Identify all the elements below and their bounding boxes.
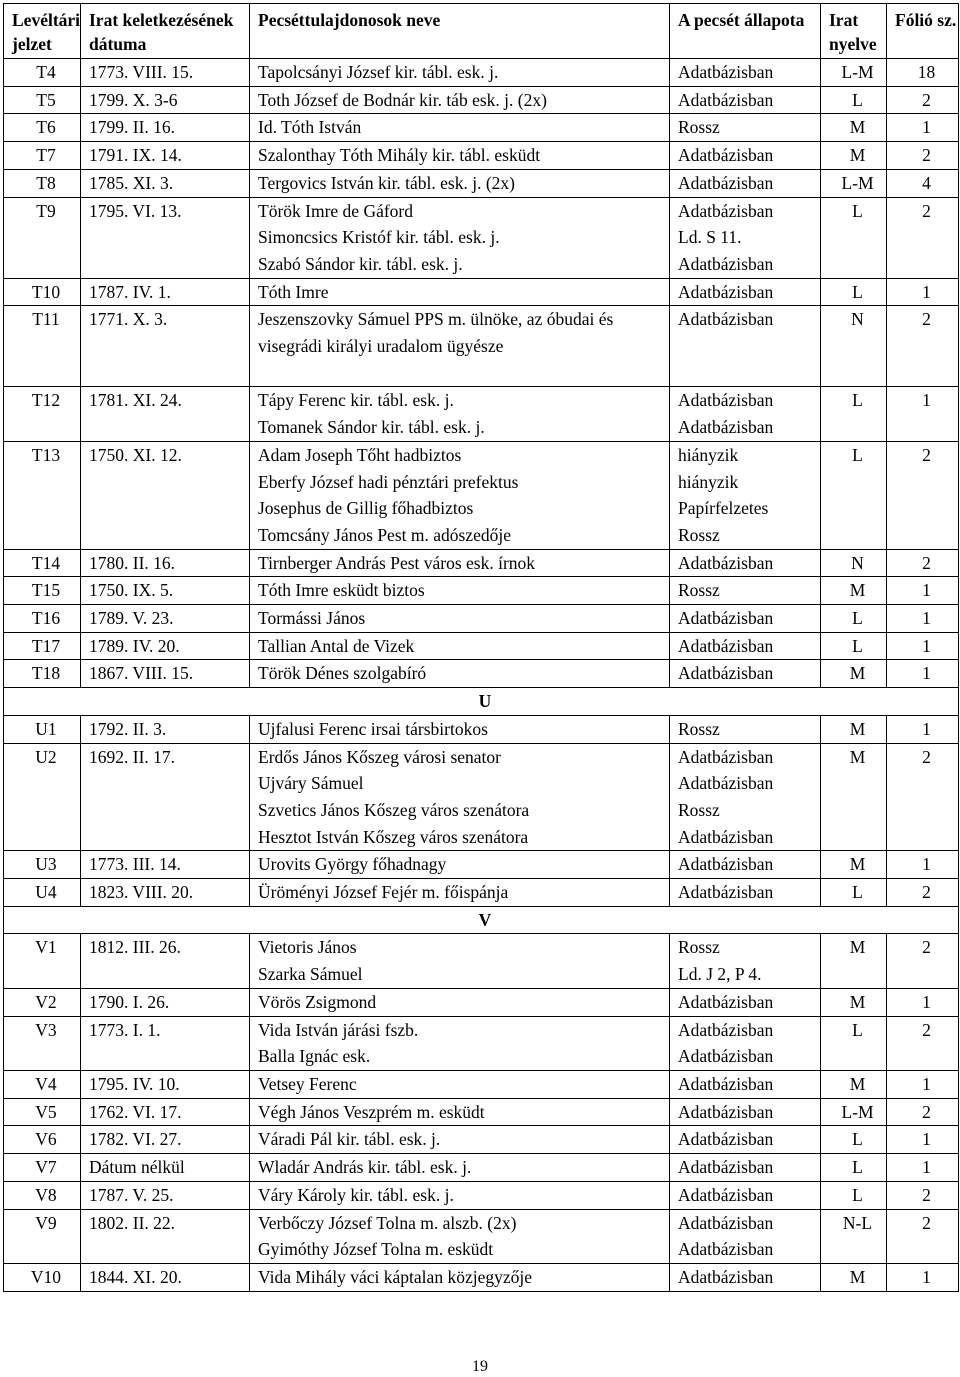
document-language: M [821, 142, 887, 170]
record-date: 1844. XI. 20. [81, 1263, 250, 1291]
seal-state-cell [670, 934, 821, 988]
folio-number: 2 [887, 549, 959, 577]
header-lang: Irat nyelve [821, 4, 887, 59]
owner-names-cell [250, 605, 670, 633]
document-language: L [821, 278, 887, 306]
header-state: A pecsét állapota [670, 4, 821, 59]
seal-state: Adatbázisban [678, 773, 774, 794]
record-date: 1790. I. 26. [81, 988, 250, 1016]
owner-names-cell [250, 879, 670, 907]
seal-state-cell [670, 1071, 821, 1099]
owner-name: Urovits György főhadnagy [258, 854, 447, 875]
owner-name: Szabó Sándor kir. tábl. esk. j. [258, 253, 463, 274]
document-language: M [821, 934, 887, 988]
section-header-row [4, 688, 959, 716]
document-language: L [821, 1154, 887, 1182]
owner-names-cell [250, 1016, 670, 1070]
record-code: T15 [4, 577, 81, 605]
record-date: 1781. XI. 24. [81, 387, 250, 441]
owner-names-cell [250, 1209, 670, 1263]
document-language: L [821, 1016, 887, 1070]
document-language: N-L [821, 1209, 887, 1263]
record-code: T13 [4, 441, 81, 549]
folio-number: 2 [887, 743, 959, 851]
owner-name: Vietoris János [258, 937, 357, 958]
owner-name: Adam Joseph Tőht hadbiztos [258, 444, 462, 465]
record-date: 1773. III. 14. [81, 851, 250, 879]
owner-names-cell [250, 934, 670, 988]
seal-state: Adatbázisban [678, 200, 774, 221]
record-code: T12 [4, 387, 81, 441]
seal-state: Adatbázisban [678, 253, 774, 274]
table-row [4, 549, 959, 577]
document-language: L [821, 1126, 887, 1154]
folio-number: 1 [887, 988, 959, 1016]
record-date: 1787. V. 25. [81, 1181, 250, 1209]
table-row [4, 1209, 959, 1263]
folio-number: 1 [887, 577, 959, 605]
record-date: 1780. II. 16. [81, 549, 250, 577]
table-row [4, 142, 959, 170]
owner-name: Üröményi József Fejér m. főispánja [258, 882, 509, 903]
table-row [4, 197, 959, 278]
folio-number: 1 [887, 114, 959, 142]
folio-number: 18 [887, 59, 959, 87]
folio-number: 2 [887, 1016, 959, 1070]
record-code: V9 [4, 1209, 81, 1263]
record-date: 1782. VI. 27. [81, 1126, 250, 1154]
table-row [4, 306, 959, 387]
owner-names-cell [250, 1098, 670, 1126]
record-date: 1789. V. 23. [81, 605, 250, 633]
owner-name: Szalonthay Tóth Mihály kir. tábl. esküdt [258, 145, 541, 166]
owner-names-cell [250, 169, 670, 197]
folio-number: 2 [887, 1098, 959, 1126]
seal-state-cell [670, 660, 821, 688]
folio-number: 1 [887, 1154, 959, 1182]
table-row [4, 879, 959, 907]
owner-names-cell [250, 306, 670, 387]
record-date: 1789. IV. 20. [81, 632, 250, 660]
seal-state: Adatbázisban [678, 172, 774, 193]
document-language: M [821, 660, 887, 688]
table-row [4, 715, 959, 743]
owner-name: Hesztot István Kőszeg város szenátora [258, 826, 529, 847]
document-language: M [821, 715, 887, 743]
record-date: 1812. III. 26. [81, 934, 250, 988]
document-language: L-M [821, 1098, 887, 1126]
owner-name: Id. Tóth István [258, 117, 362, 138]
document-language: N [821, 306, 887, 387]
owner-name: Török Imre de Gáford [258, 200, 414, 221]
record-code: T9 [4, 197, 81, 278]
seal-state: Adatbázisban [678, 1101, 774, 1122]
folio-number: 2 [887, 86, 959, 114]
document-language: M [821, 743, 887, 851]
table-row [4, 114, 959, 142]
record-code: U2 [4, 743, 81, 851]
record-code: T18 [4, 660, 81, 688]
section-letter: V [4, 906, 959, 934]
owner-names-cell [250, 441, 670, 549]
table-row [4, 59, 959, 87]
record-code: T5 [4, 86, 81, 114]
seal-state: Rossz [678, 937, 720, 958]
page-number: 19 [472, 1358, 488, 1375]
owner-name: Tapolcsányi József kir. tábl. esk. j. [258, 62, 499, 82]
owner-name: Vörös Zsigmond [258, 991, 377, 1012]
table-row [4, 1181, 959, 1209]
folio-number: 2 [887, 306, 959, 387]
document-language: M [821, 114, 887, 142]
table-row [4, 632, 959, 660]
seal-state: Adatbázisban [678, 1184, 774, 1205]
seal-state-cell [670, 142, 821, 170]
seal-state: Adatbázisban [678, 1266, 774, 1287]
table-row [4, 988, 959, 1016]
record-date: 1773. I. 1. [81, 1016, 250, 1070]
owner-names-cell [250, 632, 670, 660]
seal-state-cell [670, 387, 821, 441]
document-language: M [821, 851, 887, 879]
seal-state-cell [670, 1098, 821, 1126]
owner-names-cell [250, 1263, 670, 1291]
header-owners: Pecséttulajdonosok neve [250, 4, 670, 59]
seal-state: Rossz [678, 524, 720, 545]
owner-name: Eberfy József hadi pénztári prefektus [258, 471, 519, 492]
record-code: T4 [4, 59, 81, 87]
folio-number: 1 [887, 1126, 959, 1154]
record-date: 1867. VIII. 15. [81, 660, 250, 688]
document-language: L [821, 605, 887, 633]
record-code: V2 [4, 988, 81, 1016]
table-row [4, 387, 959, 441]
document-language: L-M [821, 169, 887, 197]
document-language: L [821, 387, 887, 441]
seal-state-cell [670, 1263, 821, 1291]
seal-state-cell [670, 306, 821, 387]
record-code: V4 [4, 1071, 81, 1099]
owner-name: Tóth Imre esküdt biztos [258, 580, 425, 601]
owner-name: Tóth Imre [258, 281, 329, 302]
record-code: V3 [4, 1016, 81, 1070]
folio-number: 2 [887, 1209, 959, 1263]
owner-name: Tormássi János [258, 608, 366, 629]
record-date: 1787. IV. 1. [81, 278, 250, 306]
owner-name: Verbőczy József Tolna m. alszb. (2x) [258, 1212, 517, 1233]
folio-number: 1 [887, 605, 959, 633]
seal-state: Adatbázisban [678, 390, 774, 411]
record-date: 1771. X. 3. [81, 306, 250, 387]
seal-state: hiányzik [678, 471, 739, 492]
owner-name: Erdős János Kőszeg városi senator [258, 746, 502, 767]
seal-state: Adatbázisban [678, 309, 774, 330]
seal-state: Adatbázisban [678, 62, 774, 82]
record-code: U3 [4, 851, 81, 879]
folio-number: 1 [887, 387, 959, 441]
owner-names-cell [250, 743, 670, 851]
document-language: N [821, 549, 887, 577]
owner-name: Simoncsics Kristóf kir. tábl. esk. j. [258, 227, 500, 248]
table-row [4, 1071, 959, 1099]
seal-state: Adatbázisban [678, 608, 774, 629]
record-code: T11 [4, 306, 81, 387]
table-row [4, 169, 959, 197]
record-date: 1750. IX. 5. [81, 577, 250, 605]
document-language: M [821, 577, 887, 605]
table-row [4, 278, 959, 306]
seal-state: Adatbázisban [678, 663, 774, 684]
section-letter: U [4, 688, 959, 716]
document-language: L [821, 197, 887, 278]
seal-state: Adatbázisban [678, 1239, 774, 1260]
header-code: Levéltári jelzet [4, 4, 81, 59]
seal-state-cell [670, 851, 821, 879]
owner-name: Vida Mihály váci káptalan közjegyzője [258, 1266, 532, 1287]
owner-names-cell [250, 660, 670, 688]
record-code: T7 [4, 142, 81, 170]
owner-names-cell [250, 114, 670, 142]
seal-state-cell [670, 549, 821, 577]
seal-state: Rossz [678, 117, 720, 138]
seal-state-cell [670, 278, 821, 306]
seal-state: Adatbázisban [678, 746, 774, 767]
folio-number: 1 [887, 1263, 959, 1291]
seal-state-cell [670, 114, 821, 142]
seal-state: Adatbázisban [678, 417, 774, 438]
table-row [4, 1098, 959, 1126]
document-language: L [821, 441, 887, 549]
owner-name: Gyimóthy József Tolna m. esküdt [258, 1239, 494, 1260]
seal-state-cell [670, 59, 821, 87]
document-language: L [821, 879, 887, 907]
table-row [4, 577, 959, 605]
record-date: 1799. II. 16. [81, 114, 250, 142]
seal-state: Adatbázisban [678, 826, 774, 847]
table-row [4, 1016, 959, 1070]
owner-name: Tápy Ferenc kir. tábl. esk. j. [258, 390, 454, 411]
owner-name: Tallian Antal de Vizek [258, 635, 415, 656]
folio-number: 2 [887, 879, 959, 907]
seal-state: Adatbázisban [678, 1046, 774, 1067]
record-date: 1773. VIII. 15. [81, 59, 250, 87]
folio-number: 2 [887, 441, 959, 549]
table-row [4, 1263, 959, 1291]
seal-state: Adatbázisban [678, 991, 774, 1012]
seal-state: Rossz [678, 799, 720, 820]
owner-name: Ujváry Sámuel [258, 773, 364, 794]
folio-number: 1 [887, 715, 959, 743]
seal-state: Papírfelzetes [678, 498, 769, 519]
owner-name: Balla Ignác esk. [258, 1046, 371, 1067]
owner-names-cell [250, 1154, 670, 1182]
owner-names-cell [250, 387, 670, 441]
seal-state-cell [670, 632, 821, 660]
document-language: M [821, 988, 887, 1016]
owner-name: Váry Károly kir. tábl. esk. j. [258, 1184, 454, 1205]
seal-state: Ld. S 11. [678, 227, 742, 248]
seal-state-cell [670, 605, 821, 633]
seal-state: Adatbázisban [678, 1019, 774, 1040]
seal-state: Adatbázisban [678, 1129, 774, 1150]
record-date: 1799. X. 3-6 [81, 86, 250, 114]
owner-name: Szvetics János Kőszeg város szenátora [258, 799, 530, 820]
seal-state: hiányzik [678, 444, 739, 465]
owner-name: Ujfalusi Ferenc irsai társbirtokos [258, 718, 488, 739]
seal-state-cell [670, 197, 821, 278]
seal-state-cell [670, 715, 821, 743]
folio-number: 2 [887, 934, 959, 988]
owner-name: Tirnberger András Pest város esk. írnok [258, 552, 536, 573]
folio-number: 1 [887, 851, 959, 879]
owner-name: Végh János Veszprém m. esküdt [258, 1101, 485, 1122]
record-code: T10 [4, 278, 81, 306]
owner-name: Vetsey Ferenc [258, 1074, 357, 1094]
seal-state: Rossz [678, 580, 720, 601]
seal-state-cell [670, 743, 821, 851]
seal-state-cell [670, 86, 821, 114]
document-language: L [821, 86, 887, 114]
record-code: V8 [4, 1181, 81, 1209]
record-code: V1 [4, 934, 81, 988]
owner-name: Tomanek Sándor kir. tábl. esk. j. [258, 417, 485, 438]
document-language: L [821, 1181, 887, 1209]
table-row [4, 86, 959, 114]
seal-state: Adatbázisban [678, 552, 774, 573]
record-code: U4 [4, 879, 81, 907]
seal-state: Adatbázisban [678, 1074, 774, 1094]
header-folio: Fólió sz. [887, 4, 959, 59]
table-row [4, 743, 959, 851]
owner-name: Wladár András kir. tábl. esk. j. [258, 1157, 472, 1178]
owner-name: Tomcsány János Pest m. adószedője [258, 524, 511, 545]
record-date: 1795. VI. 13. [81, 197, 250, 278]
seal-state-cell [670, 169, 821, 197]
seal-state-cell [670, 879, 821, 907]
seal-state-cell [670, 1181, 821, 1209]
document-language: M [821, 1071, 887, 1099]
record-code: T8 [4, 169, 81, 197]
document-language: L-M [821, 59, 887, 87]
owner-names-cell [250, 851, 670, 879]
table-row [4, 851, 959, 879]
folio-number: 2 [887, 142, 959, 170]
record-date: 1762. VI. 17. [81, 1098, 250, 1126]
seal-state: Adatbázisban [678, 882, 774, 903]
record-code: V10 [4, 1263, 81, 1291]
table-row [4, 441, 959, 549]
table-row [4, 1126, 959, 1154]
record-code: V7 [4, 1154, 81, 1182]
table-row [4, 660, 959, 688]
owner-name: Jeszenszovky Sámuel PPS m. ülnöke, az óbudai és visegrádi királyi uradalom ügyésze [258, 309, 614, 357]
record-code: V6 [4, 1126, 81, 1154]
folio-number: 2 [887, 197, 959, 278]
seal-state: Adatbázisban [678, 1157, 774, 1178]
seal-state: Ld. J 2, P 4. [678, 964, 762, 985]
seal-state: Rossz [678, 718, 720, 739]
document-language: L [821, 632, 887, 660]
owner-name: Josephus de Gillig főhadbiztos [258, 498, 474, 519]
seal-state-cell [670, 988, 821, 1016]
header-row [4, 4, 959, 59]
seal-state-cell [670, 1016, 821, 1070]
record-code: T6 [4, 114, 81, 142]
document-language: M [821, 1263, 887, 1291]
folio-number: 2 [887, 1181, 959, 1209]
owner-names-cell [250, 1126, 670, 1154]
owner-names-cell [250, 278, 670, 306]
owner-name: Tergovics István kir. tábl. esk. j. (2x) [258, 172, 516, 193]
owner-names-cell [250, 715, 670, 743]
record-date: 1802. II. 22. [81, 1209, 250, 1263]
folio-number: 1 [887, 1071, 959, 1099]
owner-names-cell [250, 988, 670, 1016]
table-body [4, 59, 959, 1292]
seal-register-table [3, 3, 959, 1292]
seal-state: Adatbázisban [678, 635, 774, 656]
seal-state-cell [670, 1209, 821, 1263]
owner-names-cell [250, 577, 670, 605]
header-date: Irat keletkezésének dátuma [81, 4, 250, 59]
record-date: 1692. II. 17. [81, 743, 250, 851]
seal-state: Adatbázisban [678, 1212, 774, 1233]
seal-state: Adatbázisban [678, 89, 774, 110]
seal-state-cell [670, 441, 821, 549]
seal-state: Adatbázisban [678, 854, 774, 875]
record-code: T14 [4, 549, 81, 577]
owner-name: Török Dénes szolgabíró [258, 663, 427, 684]
record-date: 1823. VIII. 20. [81, 879, 250, 907]
owner-names-cell [250, 1071, 670, 1099]
record-code: V5 [4, 1098, 81, 1126]
owner-name: Vida István járási fszb. [258, 1019, 419, 1040]
record-date: 1791. IX. 14. [81, 142, 250, 170]
table-row [4, 605, 959, 633]
record-code: T16 [4, 605, 81, 633]
owner-name: Szarka Sámuel [258, 964, 363, 985]
section-header-row [4, 906, 959, 934]
owner-name: Toth József de Bodnár kir. táb esk. j. (2x) [258, 89, 547, 110]
record-code: T17 [4, 632, 81, 660]
owner-names-cell [250, 197, 670, 278]
record-code: U1 [4, 715, 81, 743]
folio-number: 1 [887, 660, 959, 688]
owner-names-cell [250, 1181, 670, 1209]
record-date: 1795. IV. 10. [81, 1071, 250, 1099]
seal-state-cell [670, 1126, 821, 1154]
record-date: Dátum nélkül [81, 1154, 250, 1182]
record-date: 1792. II. 3. [81, 715, 250, 743]
owner-names-cell [250, 142, 670, 170]
seal-state-cell [670, 577, 821, 605]
table-row [4, 934, 959, 988]
record-date: 1785. XI. 3. [81, 169, 250, 197]
owner-names-cell [250, 86, 670, 114]
owner-name: Váradi Pál kir. tábl. esk. j. [258, 1129, 441, 1150]
folio-number: 1 [887, 278, 959, 306]
folio-number: 1 [887, 632, 959, 660]
folio-number: 4 [887, 169, 959, 197]
seal-state-cell [670, 1154, 821, 1182]
seal-state: Adatbázisban [678, 281, 774, 302]
owner-names-cell [250, 59, 670, 87]
table-row [4, 1154, 959, 1182]
seal-state: Adatbázisban [678, 145, 774, 166]
owner-names-cell [250, 549, 670, 577]
record-date: 1750. XI. 12. [81, 441, 250, 549]
